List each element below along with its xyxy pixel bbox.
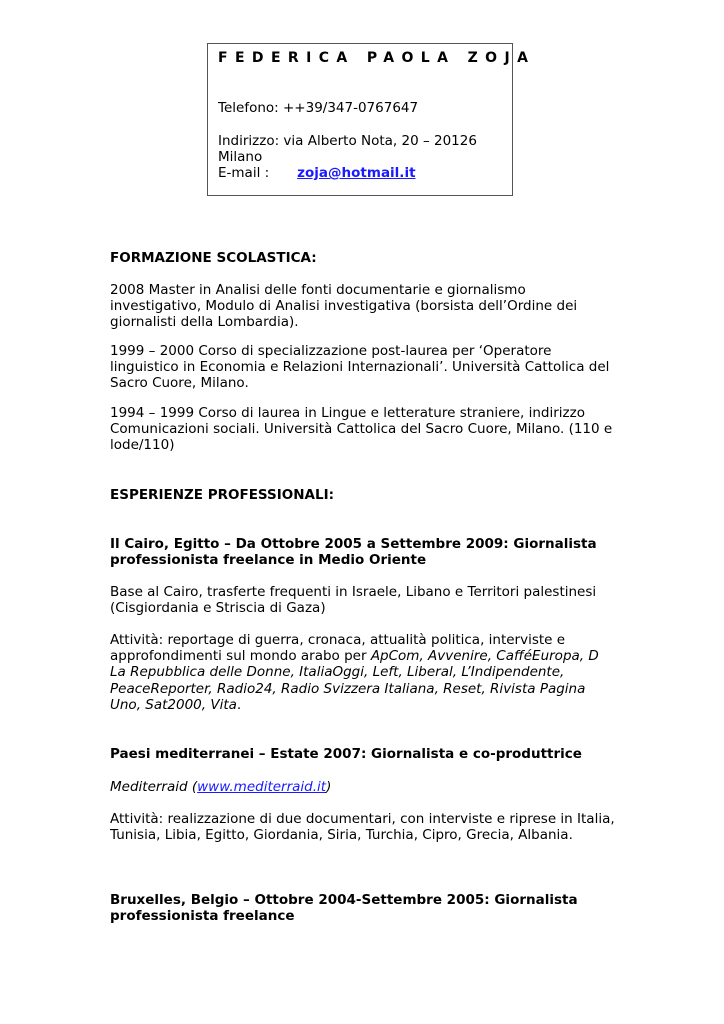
address-line: Indirizzo: via Alberto Nota, 20 – 20126 — [218, 133, 477, 149]
job-2-org-block — [110, 779, 615, 795]
job-1-heading-block — [110, 536, 615, 568]
job-1-base-block — [110, 584, 615, 616]
job-2-activity-block — [110, 811, 615, 843]
activity-prefix: Attività: reportage di guerra, cronaca, attualità politica, interviste e approfondimenti sul mondo arabo per — [110, 632, 566, 665]
education-item-2 — [110, 343, 615, 392]
job-3-heading-block — [110, 892, 615, 924]
education-item-1 — [110, 282, 615, 331]
job-heading: Il Cairo, Egitto – Da Ottobre 2005 a Settembre 2009: Giornalista professionista freelance in Medio Oriente — [110, 536, 597, 569]
job-activity: Attività: realizzazione di due documentari, con interviste e riprese in Italia, Tunisia, Libia, Egitto, Giordania, Siria, Turchia, Cipro, Grecia, Albania. — [110, 811, 615, 844]
education-item-3 — [110, 405, 615, 454]
job-org — [110, 779, 615, 795]
education-title-block — [110, 250, 615, 266]
job-2-heading-block — [110, 746, 615, 762]
education-entry: 1994 – 1999 Corso di laurea in Lingue e letterature straniere, indirizzo Comunicazioni sociali. Università Cattolica del Sacro Cuore, Milano. (110 e lode/110) — [110, 405, 613, 454]
job-heading: Bruxelles, Belgio – Ottobre 2004-Settembre 2005: Giornalista professionista freelance — [110, 892, 578, 925]
org-close: ) — [326, 779, 332, 795]
job-heading: Paesi mediterranei – Estate 2007: Giornalista e co-produttrice — [110, 746, 582, 762]
activity-suffix: . — [236, 696, 242, 713]
city-line: Milano — [218, 149, 263, 165]
person-name: FEDERICA PAOLA ZOJA — [218, 50, 536, 66]
email-link[interactable]: zoja@hotmail.it — [297, 165, 416, 181]
job-activity — [110, 632, 615, 713]
phone-line: Telefono: ++39/347-0767647 — [218, 100, 419, 116]
email-label: E-mail : — [218, 165, 270, 181]
experience-title: ESPERIENZE PROFESSIONALI: — [110, 487, 335, 503]
activity-outlets: ApCom, Avvenire, CafféEuropa, D La Repubblica delle Donne, ItaliaOggi, Left, Liberal, L’Indipendente, PeaceReporter, Radio24, Radio Svizzera Italiana, Reset, Rivista Pagina Uno, Sat2000, Vita — [110, 648, 599, 713]
contact-box — [207, 43, 536, 196]
education-entry: 2008 Master in Analisi delle fonti documentarie e giornalismo investigativo, Modulo di Analisi investigativa (borsista dell’Ordine dei giornalisti della Lombardia). — [110, 282, 578, 331]
job-base: Base al Cairo, trasferte frequenti in Israele, Libano e Territori palestinesi (Cisgiordania e Striscia di Gaza) — [110, 584, 597, 617]
experience-title-block — [110, 487, 615, 503]
email-line — [218, 165, 416, 181]
education-entry: 1999 – 2000 Corso di specializzazione post-laurea per ‘Operatore linguistico in Economia e Relazioni Internazionali’. Università Cattolica del Sacro Cuore, Milano. — [110, 343, 610, 392]
education-title: FORMAZIONE SCOLASTICA: — [110, 250, 317, 266]
org-name: Mediterraid ( — [110, 779, 198, 795]
job-1-activity-block — [110, 632, 615, 713]
org-link[interactable]: www.mediterraid.it — [197, 779, 327, 795]
